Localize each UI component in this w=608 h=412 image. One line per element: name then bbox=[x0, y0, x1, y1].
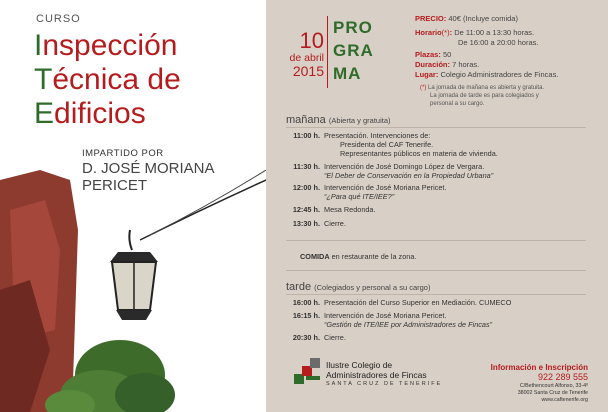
street-lamp-photo bbox=[0, 170, 266, 412]
programa-heading: PRO GRA MA bbox=[333, 18, 374, 83]
schedule-item: 12:45 h. Mesa Redonda. bbox=[292, 205, 376, 214]
title-line-1: Inspección bbox=[34, 29, 178, 62]
horario-row-2: De 16:00 a 20:00 horas. bbox=[458, 38, 539, 47]
lugar-row: Lugar: Colegio Administradores de Fincas. bbox=[415, 70, 559, 79]
impartido-label: IMPARTIDO POR bbox=[82, 148, 164, 159]
date-year: 2015 bbox=[292, 63, 324, 79]
schedule-item: 16:00 h. Presentación del Curso Superior en Mediación. CUMECO bbox=[292, 298, 512, 307]
precio-row: PRECIO: 40€ (Incluye comida) bbox=[415, 14, 518, 23]
schedule-item: 11:30 h. Intervención de José Domingo López de Vergara. “El Deber de Conservación en la Propiedad Urbana” bbox=[293, 162, 494, 180]
poster-left-panel bbox=[0, 0, 266, 412]
duracion-row: Duración: 7 horas. bbox=[415, 60, 480, 69]
contact-info bbox=[440, 363, 588, 404]
schedule-item: 11:00 h. Presentación. Intervenciones de: Presidenta del CAF Tenerife. Representantes públicos en materia de vivienda. bbox=[293, 131, 498, 158]
date-divider bbox=[327, 16, 328, 88]
colegio-logo-text: Ilustre Colegio de Administradores de Fincas SANTA CRUZ DE TENERIFE bbox=[326, 360, 443, 387]
colegio-logo-icon bbox=[292, 356, 322, 386]
schedule-item: 20:30 h. Cierre. bbox=[292, 333, 346, 342]
horario-row: Horario(*): De 11:00 a 13:30 horas. bbox=[415, 28, 535, 37]
contact-web: www.caftenerife.org bbox=[541, 397, 588, 403]
schedule-item: 12:00 h. Intervención de José Moriana Pericet. “¿Para qué ITE/IEE?” bbox=[292, 183, 447, 201]
speaker-name: D. JOSÉ MORIANA PERICET bbox=[82, 160, 215, 194]
schedule-item: 16:15 h. Intervención de José Moriana Pericet. “Gestión de ITE/IEE por Administradores de Fincas” bbox=[292, 311, 493, 329]
tarde-divider bbox=[286, 294, 586, 295]
event-date bbox=[282, 30, 324, 79]
date-month: de abril bbox=[289, 52, 324, 64]
tarde-heading: tarde (Colegiados y personal a su cargo) bbox=[286, 281, 431, 293]
curso-label: CURSO bbox=[36, 13, 81, 25]
schedule-item: 13:30 h. Cierre. bbox=[292, 219, 346, 228]
plazas-row: Plazas: 50 bbox=[415, 50, 452, 59]
contact-phone: 922 289 555 bbox=[537, 372, 588, 382]
contact-heading: Información e Inscripción bbox=[490, 363, 588, 372]
date-day: 10 bbox=[299, 28, 324, 53]
title-line-3: Edificios bbox=[34, 97, 146, 130]
manana-heading: mañana (Abierta y gratuita) bbox=[286, 114, 391, 126]
contact-address-2: 38002 Santa Cruz de Tenerife bbox=[517, 390, 588, 396]
comida-note: COMIDA en restaurante de la zona. bbox=[300, 252, 417, 261]
contact-address-1: C/Bethencourt Alfonso, 33-4º bbox=[519, 383, 588, 389]
comida-divider-bottom bbox=[286, 270, 586, 271]
title-line-2: Técnica de bbox=[34, 63, 181, 96]
manana-divider bbox=[286, 127, 586, 128]
jornada-note: (*) La jornada de mañana es abierta y gratuita. La jornada de tarde es para colegiados y personal a su cargo. bbox=[420, 85, 545, 107]
comida-divider-top bbox=[286, 240, 586, 241]
